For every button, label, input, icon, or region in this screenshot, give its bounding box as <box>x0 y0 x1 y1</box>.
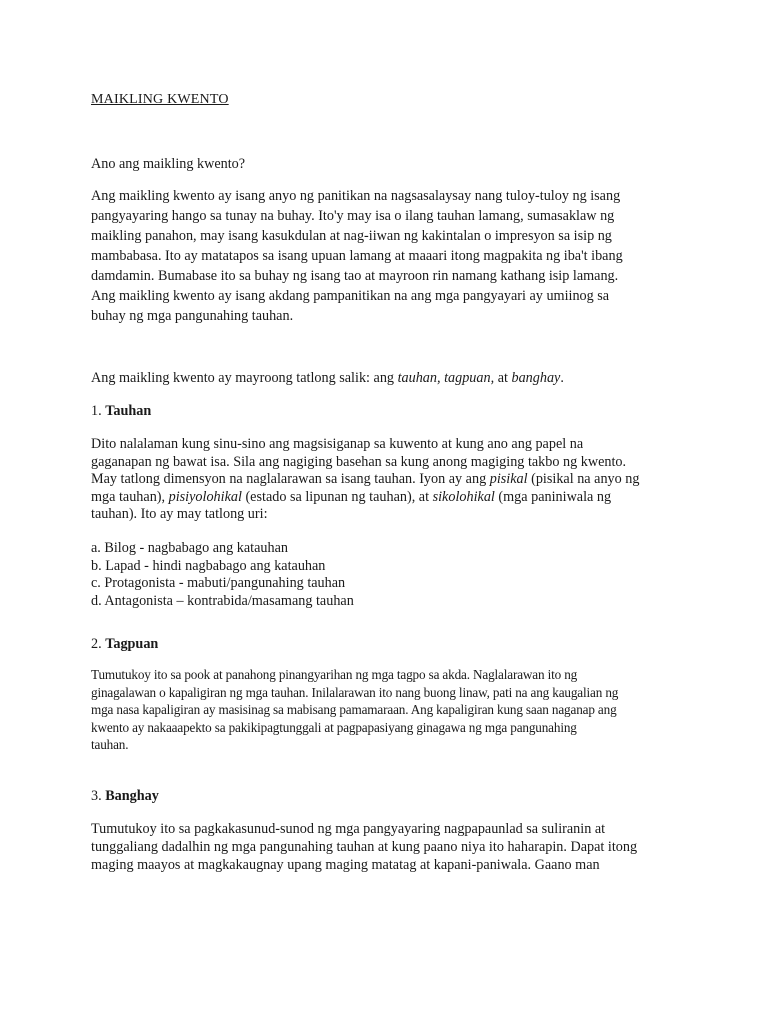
tagpuan-paragraph: Tumutukoy ito sa pook at panahong pinangyarihan ng mga tagpo sa akda. Naglalarawan ito ng ginagalawan o kapaligiran ng mga tauhan. Inilalarawan ito nang buong linaw, pati na ang kaugalian ng mga nasa kapaligiran ay masisinag sa mabisang pamamaraan. Ang kapaligiran kung saan naganap ang kwento ay nakaaapekto sa pakikipagtunggali at pagpapasiyang ginagawa ng mga pangunahing tauhan. <box>91 667 619 753</box>
document-title: MAIKLING KWENTO <box>91 92 229 107</box>
intro-paragraph <box>91 186 623 326</box>
term-tauhan: tauhan, <box>397 370 441 386</box>
banghay-paragraph: Tumutukoy ito sa pagkakasunud-sunod ng mga pangyayaring nagpapaunlad sa suliranin at tunggaliang dadalhin ng mga pangunahing tauhan at kung paano niya ito haharapin. Dapat itong maging maayos at magkakaugnay upang maging matatag at kapani-paniwala. Gaano man <box>91 821 638 873</box>
term-tagpuan: tagpuan, <box>444 370 495 386</box>
term-banghay: banghay <box>511 370 561 386</box>
tauhan-types-list <box>91 540 354 610</box>
elements-sentence: Ang maikling kwento ay mayroong tatlong salik: ang tauhan, tagpuan, at banghay. <box>91 370 564 386</box>
list-item: d. Antagonista – kontrabida/masamang tauhan <box>91 592 354 609</box>
intro-line: buhay ng mga pangunahing tauhan. <box>91 308 294 324</box>
section-heading-banghay: 3. Banghay <box>91 788 159 804</box>
section-heading-tauhan: 1. Tauhan <box>91 403 152 419</box>
intro-line: mambabasa. Ito ay matatapos sa isang upuan lamang at maaari itong magpakita ng iba't ibang <box>91 248 623 264</box>
list-item: c. Protagonista - mabuti/pangunahing tauhan <box>91 575 346 592</box>
tauhan-paragraph: Dito nalalaman kung sinu-sino ang magsisiganap sa kuwento at kung ano ang papel na gaganapan ng bawat isa. Sila ang nagiging basehan sa kung anong magiging takbo ng kwento. May tatlong dimensyon na naglalarawan sa isang tauhan. Iyon ay ang pisikal (pisikal na anyo ng mga tauhan), pisiyolohikal (estado sa lipunan ng tauhan), at sikolohikal (mga paniniwala ng tauhan). Ito ay may tatlong uri: <box>91 436 640 523</box>
section-heading-tagpuan: 2. Tagpuan <box>91 636 159 652</box>
question-heading: Ano ang maikling kwento? <box>91 156 246 172</box>
intro-line: damdamin. Bumabase ito sa buhay ng isang tao at mayroon rin namang kathang isip lamang. <box>91 268 619 284</box>
list-item: b. Lapad - hindi nagbabago ang katauhan <box>91 557 326 574</box>
intro-line: maikling panahon, may isang kasukdulan at nag-iiwan ng kakintalan o impresyon sa isip ng <box>91 228 612 244</box>
intro-line: Ang maikling kwento ay isang akdang pampanitikan na ang mga pangyayari ay umiinog sa <box>91 288 610 304</box>
intro-line: Ang maikling kwento ay isang anyo ng panitikan na nagsasalaysay nang tuloy-tuloy ng isang <box>91 188 621 204</box>
list-item: a. Bilog - nagbabago ang katauhan <box>91 540 288 556</box>
intro-line: pangyayaring hango sa tunay na buhay. Ito'y may isa o ilang tauhan lamang, sumasaklaw ng <box>91 208 615 224</box>
